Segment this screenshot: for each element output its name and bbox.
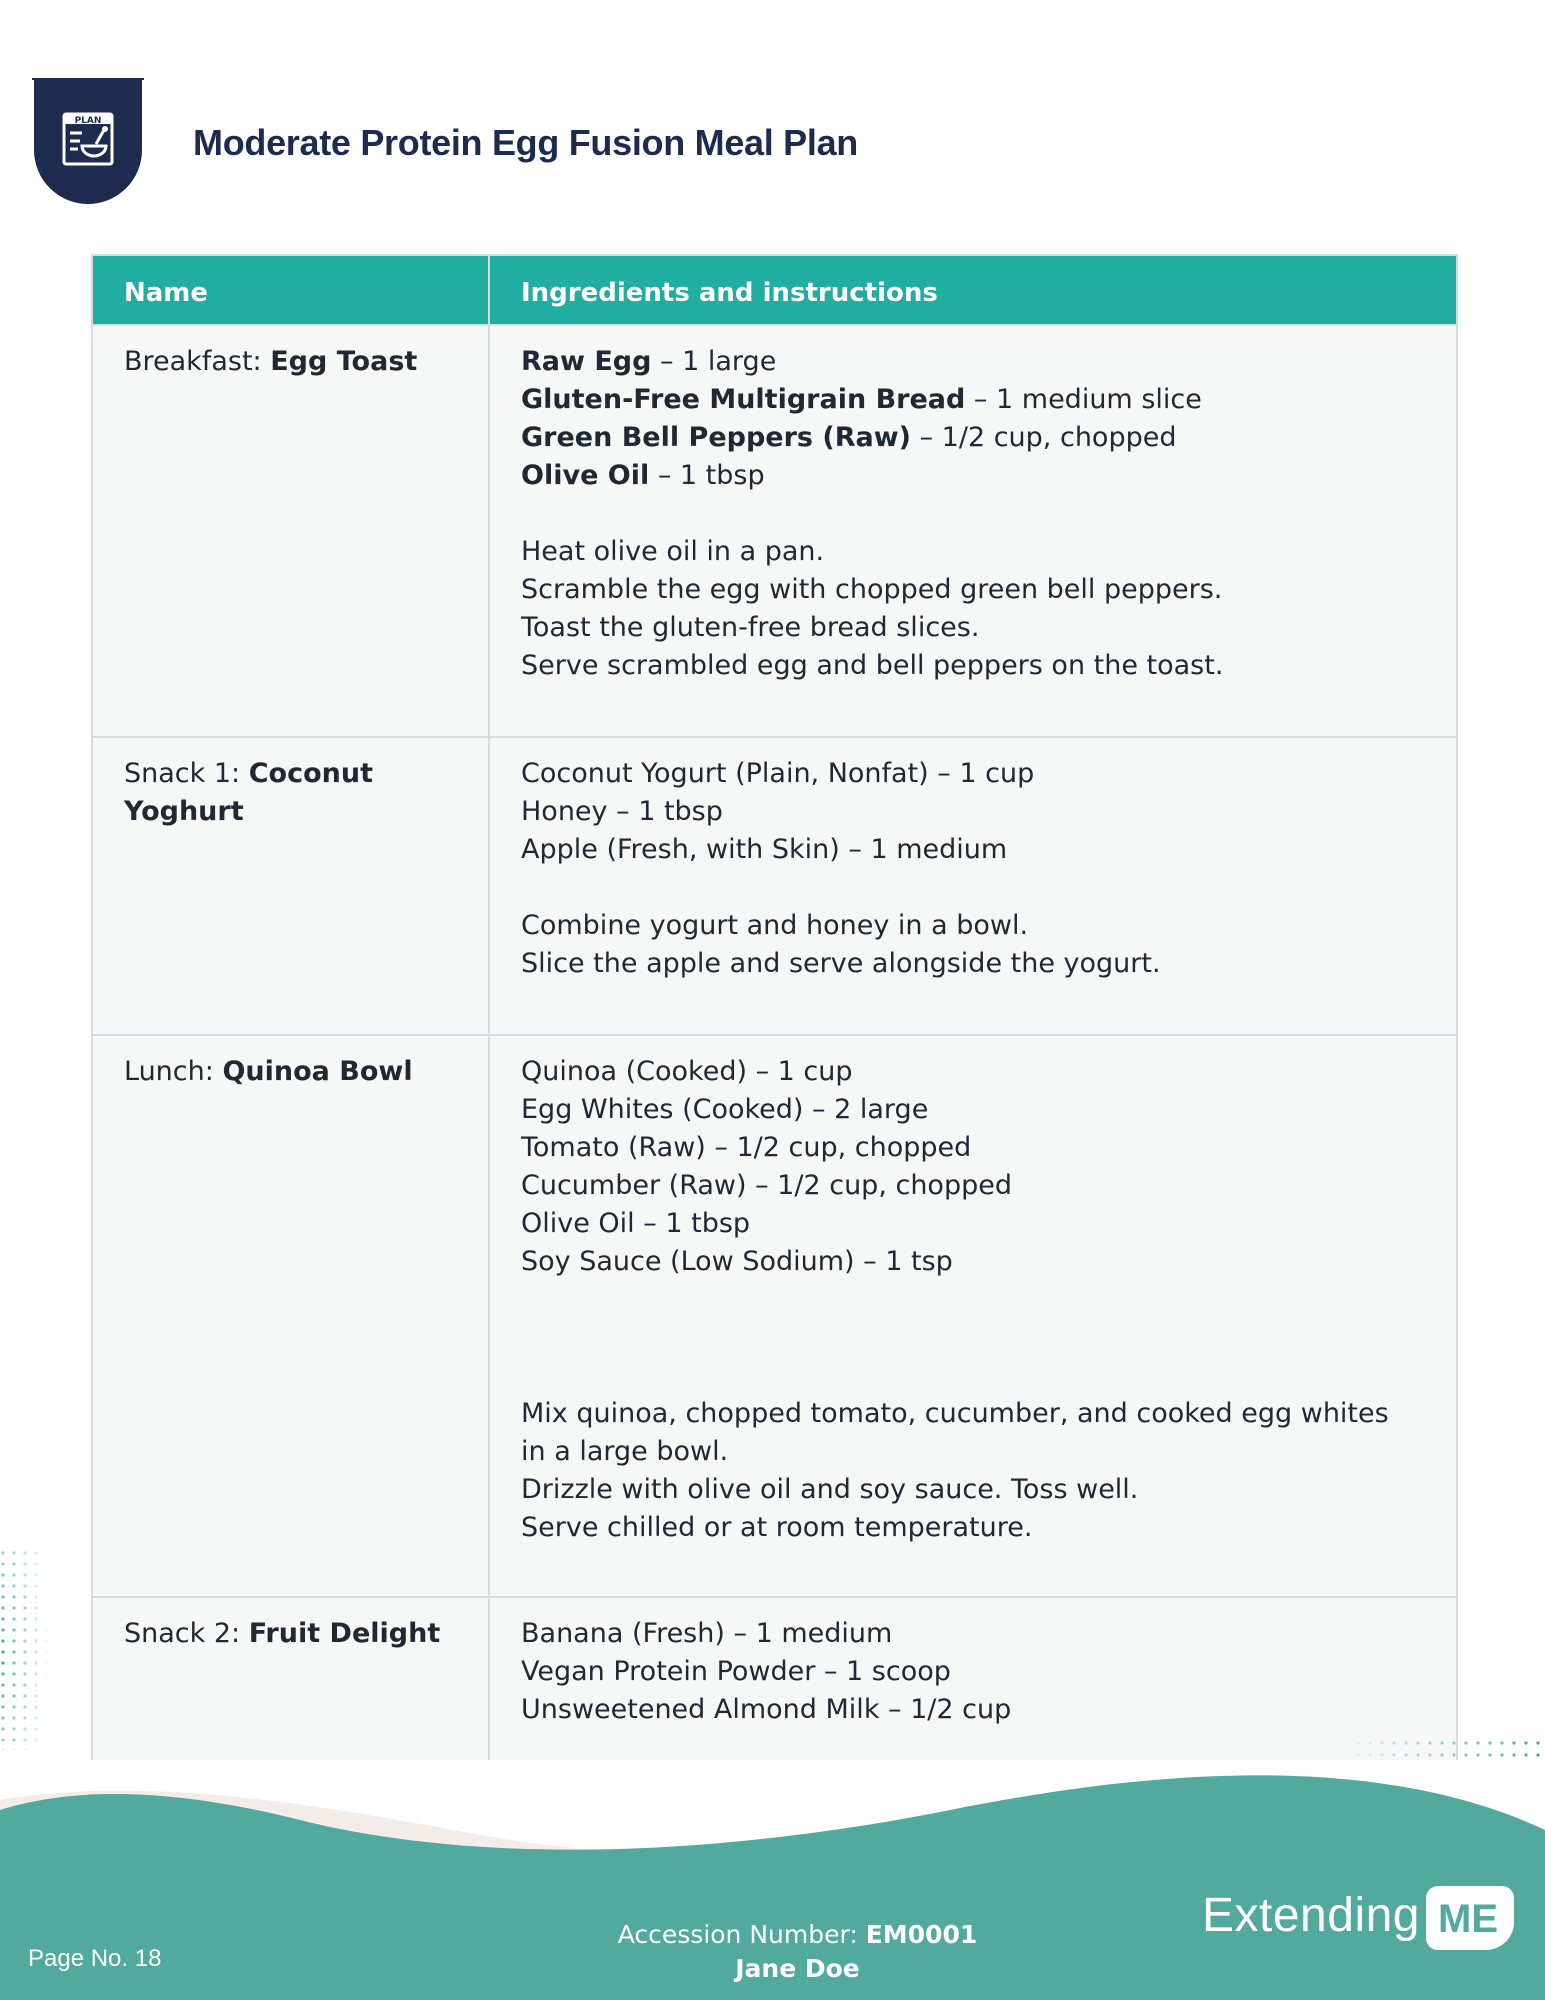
instruction-line: Toast the gluten-free bread slices. [521,612,980,643]
patient-name: Jane Doe [735,1954,860,1983]
meal-name-breakfast: Breakfast: Egg Toast [124,346,418,377]
ingredient-line: Olive Oil – 1 tbsp [521,1208,751,1239]
column-header-ingredients: Ingredients and instructions [521,278,938,308]
meal-name-snack-1: Snack 1: Coconut Yoghurt [124,758,373,827]
instruction-line: Mix quinoa, chopped tomato, cucumber, and cooked egg whites in a large bowl. [521,1398,1389,1467]
ingredient-line: Raw Egg – 1 large [521,346,777,377]
ingredient-line: Apple (Fresh, with Skin) – 1 medium [521,834,1008,865]
instruction-line: Serve scrambled egg and bell peppers on the toast. [521,650,1224,681]
svg-text:PLAN: PLAN [74,116,102,126]
dot-pattern-left [0,1550,50,1750]
ingredients-lunch [521,1053,1431,1547]
ingredients-breakfast [521,343,1431,685]
ingredients-snack-1 [521,755,1431,983]
table-header [93,254,1456,326]
meal-name-lunch: Lunch: Quinoa Bowl [124,1056,413,1087]
row-divider [93,736,1456,738]
meal-title: Fruit Delight [248,1618,441,1649]
instruction-line: Heat olive oil in a pan. [521,536,825,567]
ingredient-line: Soy Sauce (Low Sodium) – 1 tsp [521,1246,953,1277]
ingredient-line: Quinoa (Cooked) – 1 cup [521,1056,853,1087]
ingredient-line: Tomato (Raw) – 1/2 cup, chopped [521,1132,972,1163]
ingredient-line: Green Bell Peppers (Raw) – 1/2 cup, chopped [521,422,1177,453]
instruction-line: Combine yogurt and honey in a bowl. [521,910,1029,941]
svg-text:ME: ME [1438,1897,1498,1941]
row-divider [93,1034,1456,1036]
ingredient-line: Gluten-Free Multigrain Bread – 1 medium slice [521,384,1202,415]
meal-plan-table [91,254,1458,1774]
instruction-line: Drizzle with olive oil and soy sauce. Toss well. [521,1474,1139,1505]
meal-title: Egg Toast [270,346,418,377]
ingredient-line: Banana (Fresh) – 1 medium [521,1618,893,1649]
accession-number: EM0001 [865,1920,978,1949]
column-header-name: Name [124,278,209,308]
column-divider [488,254,490,1774]
accession-info: Accession Number: EM0001 Jane Doe [617,1920,978,1983]
ingredient-line: Unsweetened Almond Milk – 1/2 cup [521,1694,1012,1725]
ingredient-line: Vegan Protein Powder – 1 scoop [521,1656,951,1687]
page-number: Page No. 18 [28,1945,162,1972]
ingredient-line: Honey – 1 tbsp [521,796,723,827]
page-title: Moderate Protein Egg Fusion Meal Plan [193,122,858,163]
ingredient-line: Olive Oil – 1 tbsp [521,460,765,491]
brand-me-badge-icon [1426,1882,1514,1954]
instruction-line: Slice the apple and serve alongside the yogurt. [521,948,1161,979]
meal-title: Coconut Yoghurt [124,758,373,827]
plan-badge-icon [32,78,144,204]
ingredient-line: Egg Whites (Cooked) – 2 large [521,1094,929,1125]
ingredients-snack-2 [521,1615,1431,1729]
ingredient-line: Cucumber (Raw) – 1/2 cup, chopped [521,1170,1012,1201]
instruction-line: Serve chilled or at room temperature. [521,1512,1033,1543]
meal-title: Quinoa Bowl [222,1056,413,1087]
instruction-line: Scramble the egg with chopped green bell peppers. [521,574,1223,605]
row-divider [93,1596,1456,1598]
meal-name-snack-2: Snack 2: Fruit Delight [124,1618,441,1649]
ingredient-line: Coconut Yogurt (Plain, Nonfat) – 1 cup [521,758,1035,789]
